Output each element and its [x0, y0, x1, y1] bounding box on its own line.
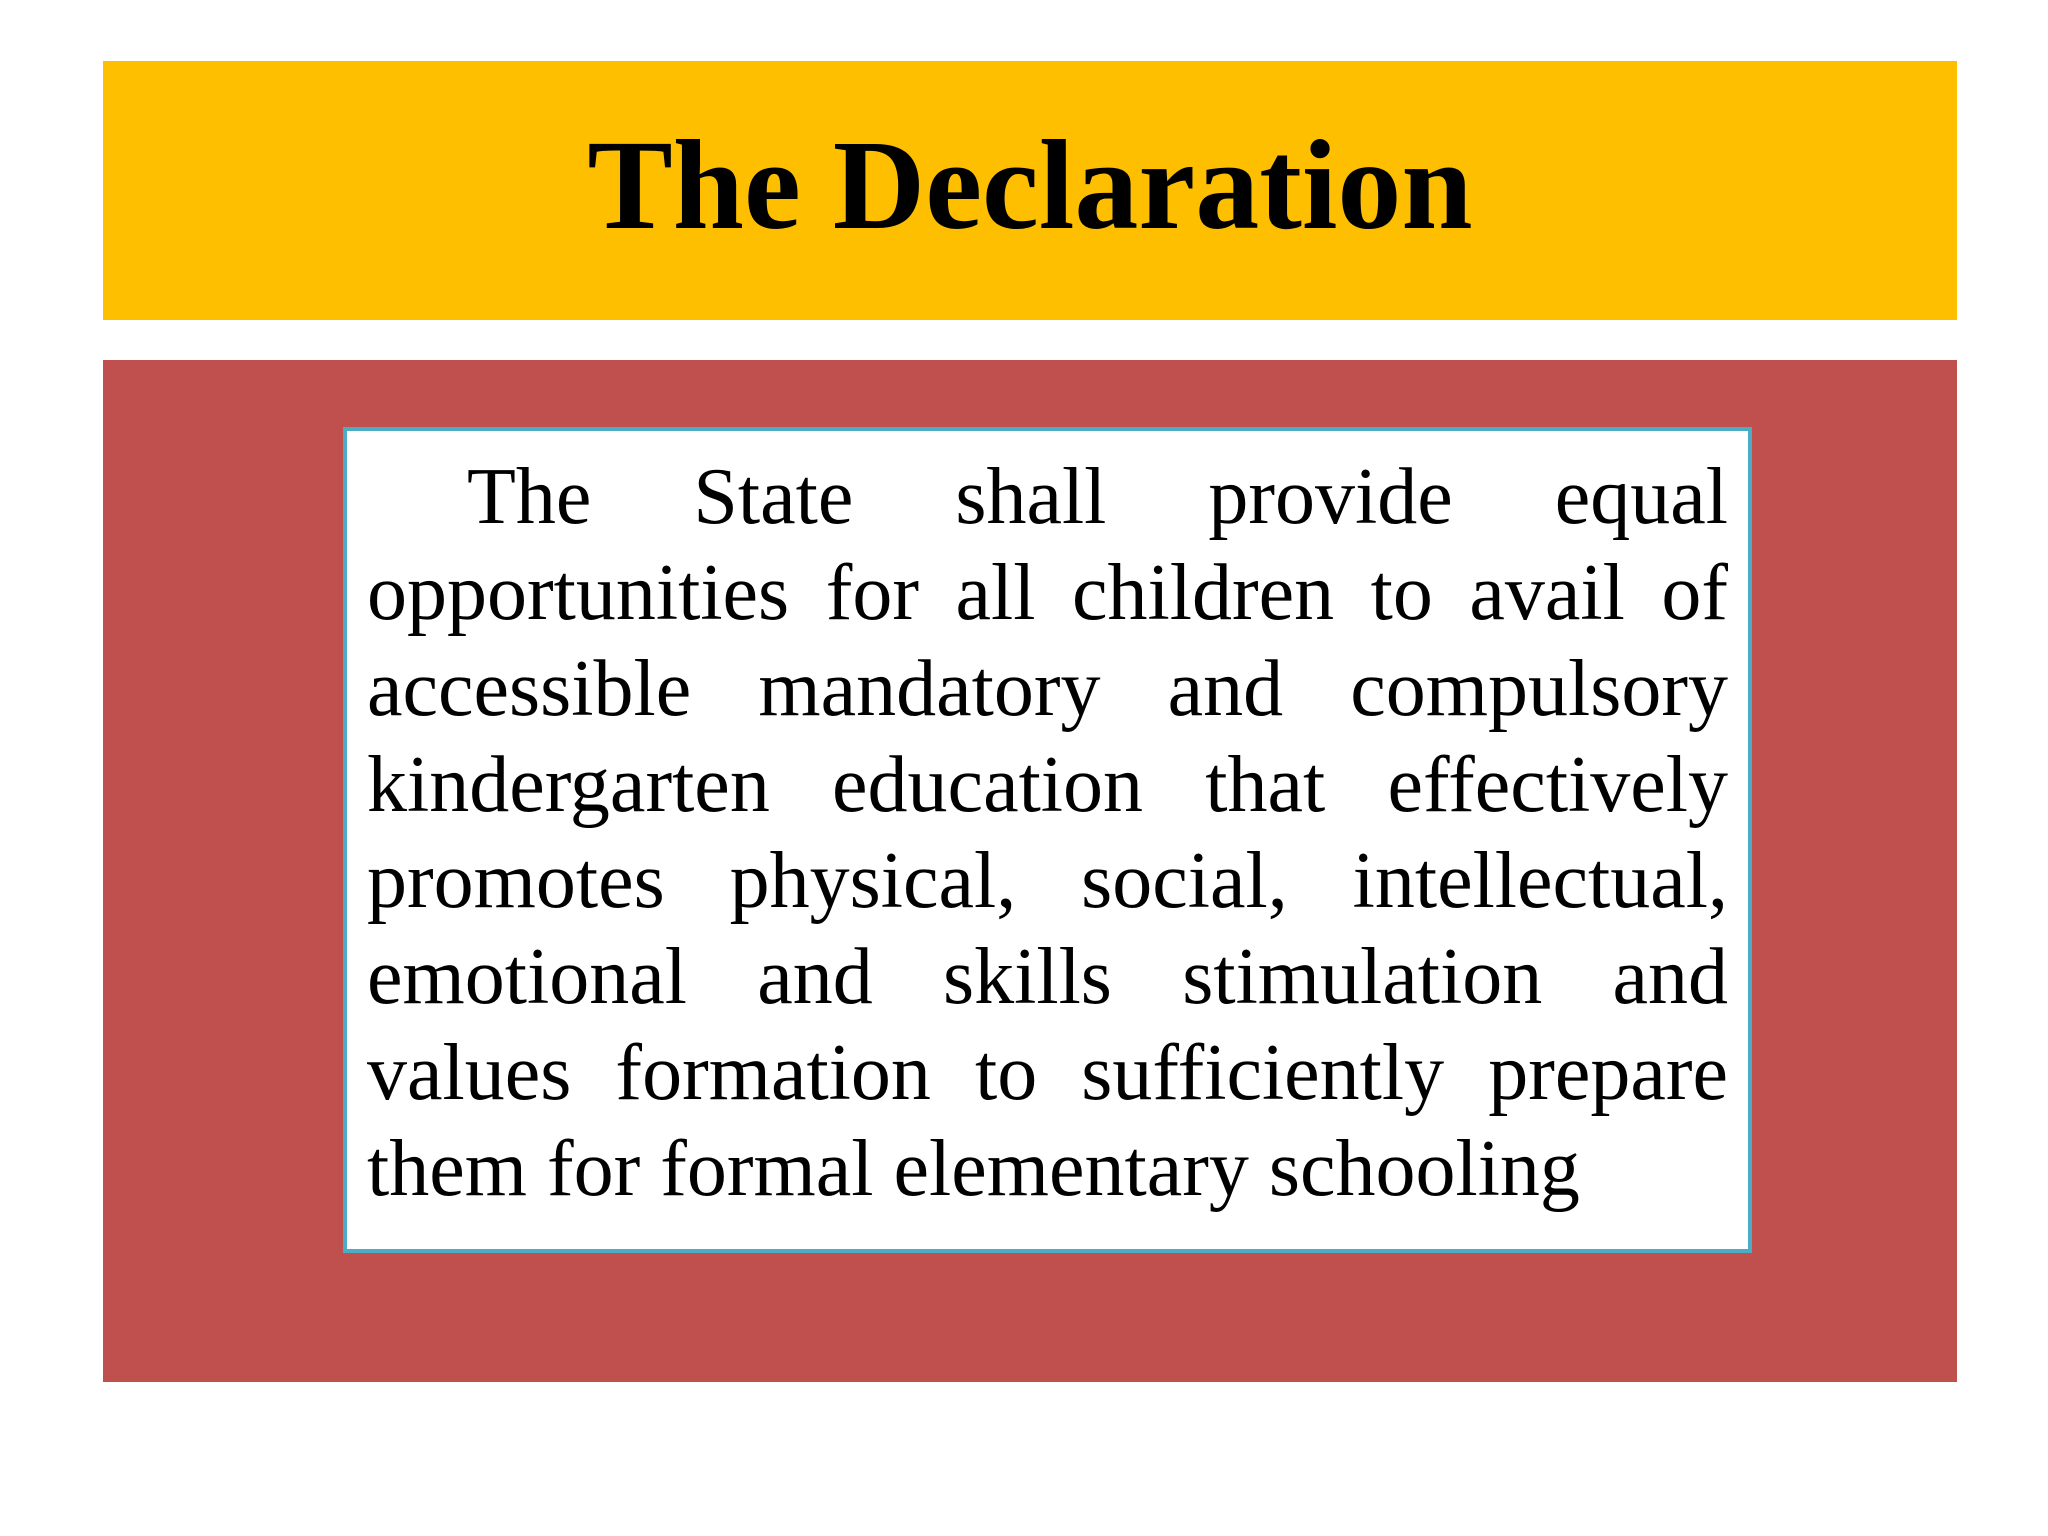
declaration-body-text: The State shall provide equal opportunities for all children to avail of accessible mandatory and compulsory kindergarten education that effectively promotes physical, social, intellectual, emotional and skills stimulation and values formation to sufficiently prepare them for formal elementary schooling: [367, 453, 1728, 1213]
title-banner: [103, 61, 1957, 320]
declaration-text-box: [343, 427, 1752, 1253]
slide-title: The Declaration: [587, 113, 1473, 256]
content-panel: [103, 360, 1957, 1382]
